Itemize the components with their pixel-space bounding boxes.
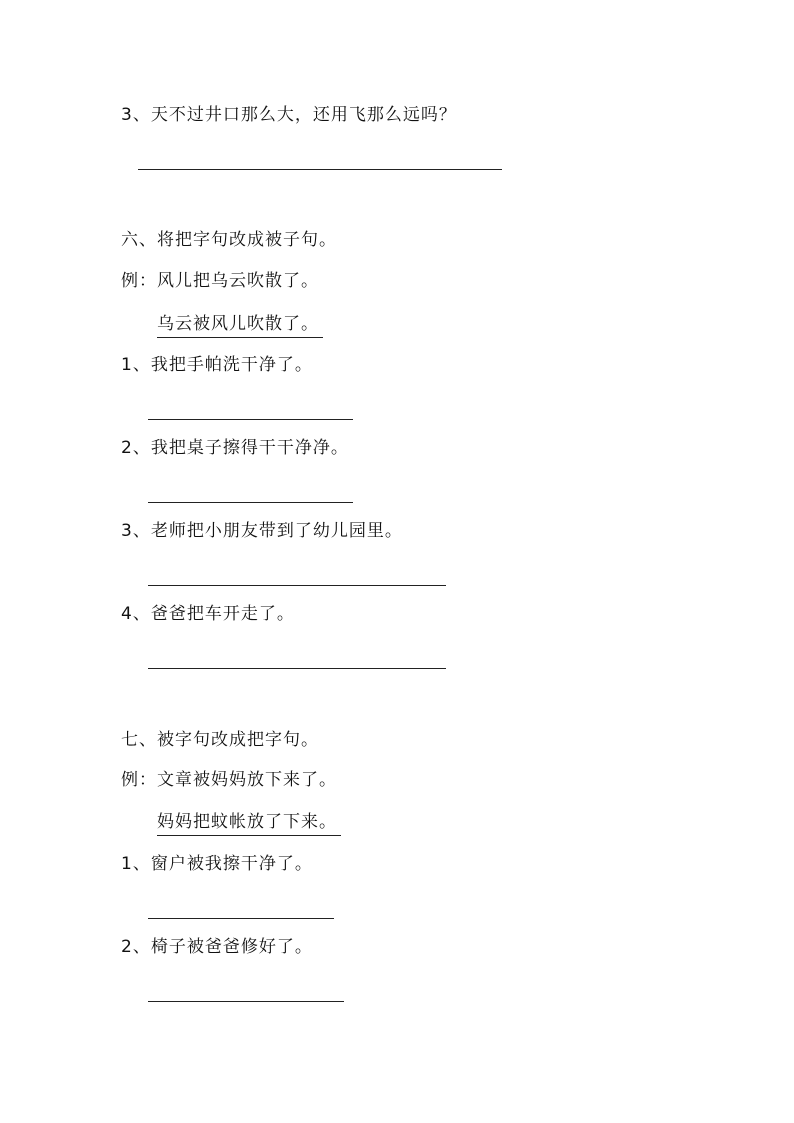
section-7-example-answer: 妈妈把蚊帐放了下来。	[157, 811, 341, 836]
section-6-heading: 六、将把字句改成被子句。	[121, 230, 337, 250]
question-6-4: 4、爸爸把车开走了。	[121, 604, 295, 624]
question-6-1: 1、我把手帕洗干净了。	[121, 355, 313, 375]
section-6-example-answer: 乌云被风儿吹散了。	[157, 313, 323, 338]
section-7-example-prompt: 例：文章被妈妈放下来了。	[121, 770, 337, 790]
answer-line-6-2[interactable]	[148, 502, 353, 503]
question-7-2: 2、椅子被爸爸修好了。	[121, 937, 313, 957]
answer-line-7-2[interactable]	[148, 1001, 344, 1002]
section-7-heading: 七、被字句改成把字句。	[121, 730, 319, 750]
answer-line-7-1[interactable]	[148, 918, 334, 919]
answer-line-6-1[interactable]	[148, 419, 353, 420]
answer-line-6-4[interactable]	[148, 668, 446, 669]
answer-line-6-3[interactable]	[148, 585, 446, 586]
section-6-example-prompt: 例：风儿把乌云吹散了。	[121, 271, 319, 291]
question-6-2: 2、我把桌子擦得干干净净。	[121, 438, 349, 458]
question-5-3: 3、天不过井口那么大，还用飞那么远吗？	[121, 105, 457, 125]
question-6-3: 3、老师把小朋友带到了幼儿园里。	[121, 521, 403, 541]
question-7-1: 1、窗户被我擦干净了。	[121, 854, 313, 874]
answer-line-5-3[interactable]	[138, 169, 502, 170]
